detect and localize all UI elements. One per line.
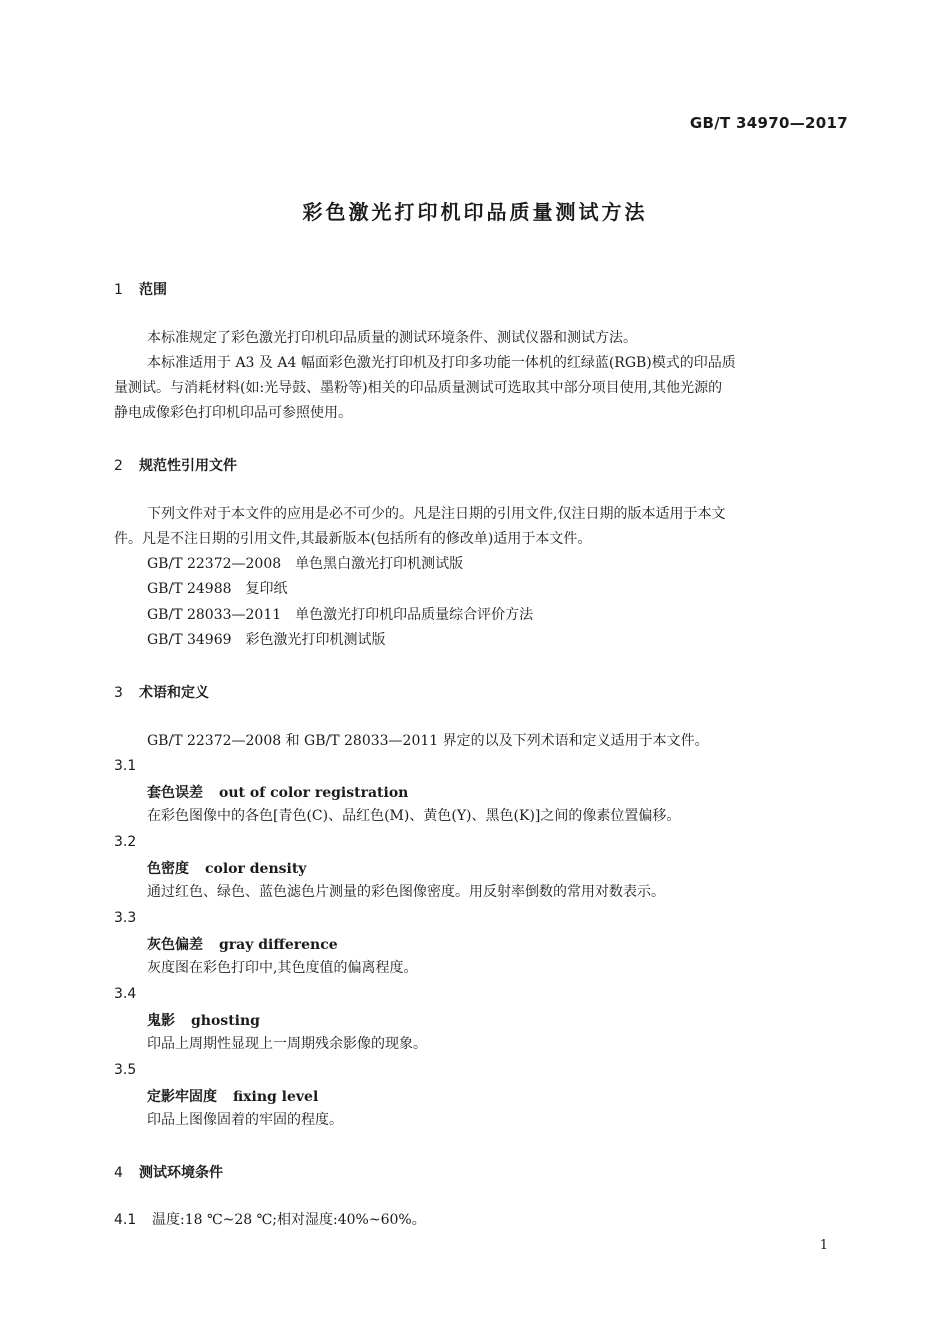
term-english: gray difference [219, 937, 338, 953]
term-chinese: 定影牢固度 [147, 1089, 217, 1105]
section-title: 测试环境条件 [139, 1165, 223, 1181]
section-2-paragraph-line-1: 下列文件对于本文件的应用是必不可少的。凡是注日期的引用文件,仅注日期的版本适用于本文 [147, 506, 726, 522]
term-number: 3.3 [114, 910, 137, 926]
reference-item [147, 577, 288, 602]
term-english: out of color registration [219, 785, 409, 801]
term-chinese: 鬼影 [147, 1013, 175, 1029]
term-number: 3.2 [114, 834, 137, 850]
term-entry [147, 858, 306, 878]
document-title: 彩色激光打印机印品质量测试方法 [302, 200, 648, 224]
reference-title: 单色激光打印机印品质量综合评价方法 [295, 607, 534, 623]
term-chinese: 套色误差 [147, 785, 203, 801]
term-entry [147, 1010, 260, 1030]
section-title: 术语和定义 [139, 685, 209, 701]
term-english: color density [205, 861, 307, 877]
term-definition: 灰度图在彩色打印中,其色度值的偏离程度。 [147, 960, 418, 976]
term-definition: 通过红色、绿色、蓝色滤色片测量的彩色图像密度。用反射率倒数的常用对数表示。 [147, 884, 665, 900]
term-definition: 印品上图像固着的牢固的程度。 [147, 1112, 343, 1128]
clause-4-1 [114, 1208, 426, 1233]
reference-item [147, 628, 386, 653]
term-english: ghosting [191, 1013, 260, 1029]
section-2-heading [114, 455, 237, 475]
term-chinese: 灰色偏差 [147, 937, 203, 953]
section-title: 规范性引用文件 [139, 458, 237, 474]
section-number: 4 [114, 1165, 123, 1181]
reference-title: 复印纸 [245, 581, 288, 597]
term-entry [147, 1086, 318, 1106]
section-3-heading [114, 682, 209, 702]
term-entry [147, 934, 338, 954]
term-number: 3.1 [114, 758, 137, 774]
reference-code: GB/T 34969 [147, 632, 232, 648]
section-2-paragraph-line-2: 件。凡是不注日期的引用文件,其最新版本(包括所有的修改单)适用于本文件。 [114, 531, 592, 547]
section-number: 1 [114, 282, 123, 298]
section-1-paragraph-1: 本标准规定了彩色激光打印机印品质量的测试环境条件、测试仪器和测试方法。 [147, 330, 637, 346]
term-number: 3.5 [114, 1062, 137, 1078]
term-definition: 印品上周期性显现上一周期残余影像的现象。 [147, 1036, 427, 1052]
section-title: 范围 [139, 282, 167, 298]
term-english: fixing level [233, 1089, 319, 1105]
term-definition: 在彩色图像中的各色[青色(C)、品红色(M)、黄色(Y)、黑色(K)]之间的像素位置偏移。 [147, 808, 681, 824]
term-number: 3.4 [114, 986, 137, 1002]
section-number: 3 [114, 685, 123, 701]
standard-code: GB/T 34970—2017 [689, 114, 848, 132]
section-1-heading [114, 279, 167, 299]
section-number: 2 [114, 458, 123, 474]
section-3-intro: GB/T 22372—2008 和 GB/T 28033—2011 界定的以及下列术语和定义适用于本文件。 [147, 733, 709, 749]
section-4-heading [114, 1162, 223, 1182]
section-1-paragraph-2-line-2: 量测试。与消耗材料(如:光导鼓、墨粉等)相关的印品质量测试可选取其中部分项目使用,其他光源的 [114, 380, 723, 396]
reference-code: GB/T 28033—2011 [147, 607, 282, 623]
section-1-paragraph-2-line-1: 本标准适用于 A3 及 A4 幅面彩色激光打印机及打印多功能一体机的红绿蓝(RGB)模式的印品质 [147, 355, 736, 371]
reference-code: GB/T 24988 [147, 581, 232, 597]
clause-text: 温度:18 ℃~28 ℃;相对湿度:40%~60%。 [152, 1212, 426, 1228]
reference-title: 单色黑白激光打印机测试版 [295, 556, 464, 572]
reference-item [147, 552, 463, 577]
term-chinese: 色密度 [147, 861, 189, 877]
clause-number: 4.1 [114, 1212, 137, 1228]
reference-item [147, 603, 533, 628]
term-entry [147, 782, 408, 802]
reference-code: GB/T 22372—2008 [147, 556, 282, 572]
reference-title: 彩色激光打印机测试版 [245, 632, 386, 648]
page-number: 1 [819, 1238, 828, 1253]
section-1-paragraph-2-line-3: 静电成像彩色打印机印品可参照使用。 [114, 405, 352, 421]
